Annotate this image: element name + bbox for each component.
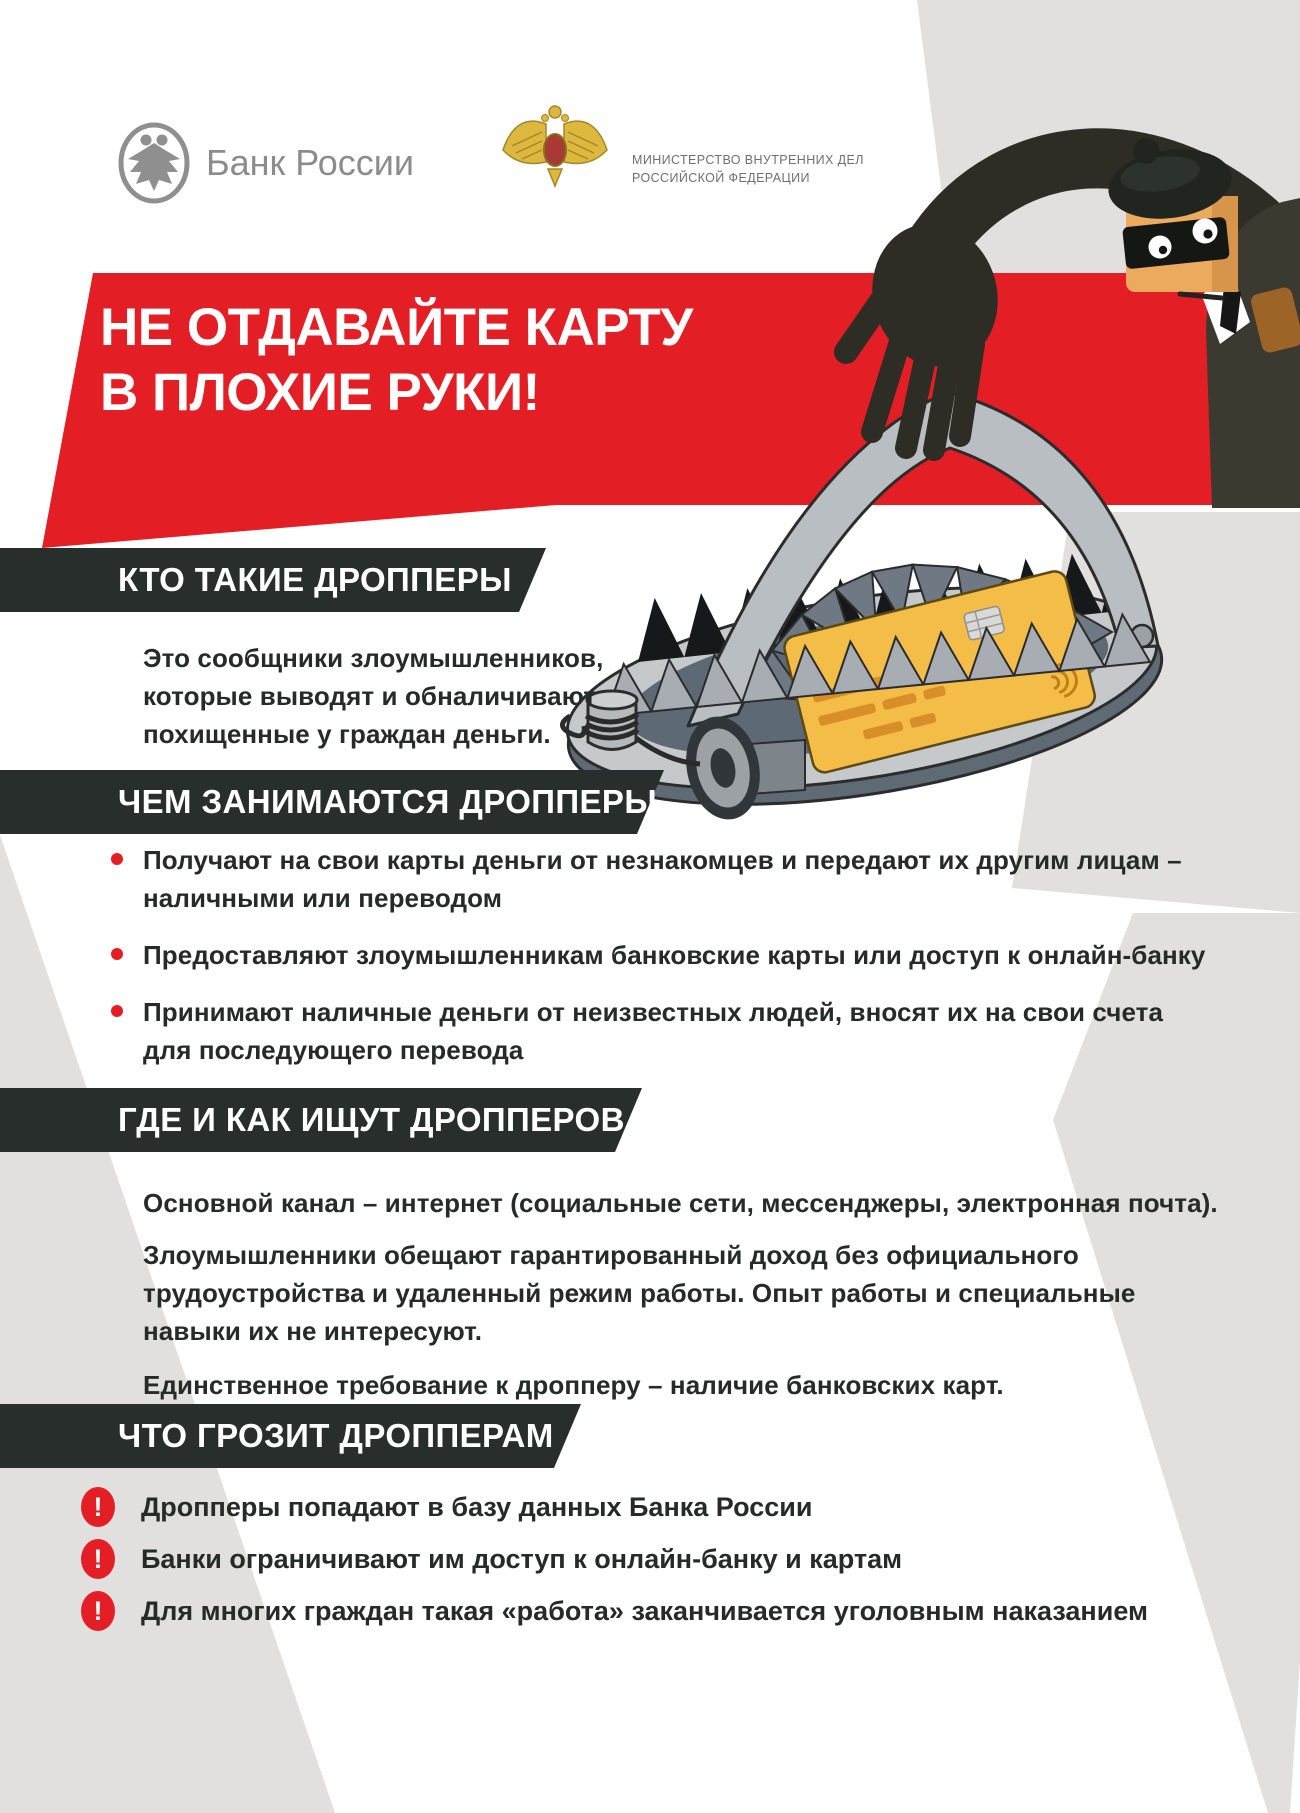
bullet-line: наличными или переводом <box>143 883 503 913</box>
section-title-where: ГДЕ И КАК ИЩУТ ДРОППЕРОВ <box>118 1101 625 1138</box>
who-text-line: похищенные у граждан деньги. <box>143 719 551 749</box>
bullet-dot <box>111 948 123 960</box>
bank-of-russia-wordmark: Банк России <box>206 142 414 183</box>
ministry-name-line1: МИНИСТЕРСТВО ВНУТРЕННИХ ДЕЛ <box>632 153 864 167</box>
warning-exclamation-icon: ! <box>81 1539 115 1579</box>
header-logos <box>0 0 1300 260</box>
where-text-line: Единственное требование к дропперу – наличие банковских карт. <box>143 1370 1004 1400</box>
who-text-line: которые выводят и обналичивают <box>143 681 597 711</box>
section-title-who: КТО ТАКИЕ ДРОППЕРЫ <box>118 561 512 598</box>
section-title-risks: ЧТО ГРОЗИТ ДРОППЕРАМ <box>118 1417 554 1454</box>
bullet-line: Принимают наличные деньги от неизвестных людей, вносят их на свои счета <box>143 997 1164 1027</box>
where-text-line: Основной канал – интернет (социальные сети, мессенджеры, электронная почта). <box>143 1188 1218 1218</box>
where-text-line: Злоумышленники обещают гарантированный доход без официального <box>143 1240 1079 1270</box>
risk-item: Банки ограничивают им доступ к онлайн-банку и картам <box>141 1544 903 1574</box>
ministry-name-line2: РОССИЙСКОЙ ФЕДЕРАЦИИ <box>632 171 810 185</box>
where-text-line: трудоустройства и удаленный режим работы. Опыт работы и специальные <box>143 1278 1136 1308</box>
bullet-line: Получают на свои карты деньги от незнакомцев и передают их другим лицам – <box>143 845 1182 875</box>
risk-item: Для многих граждан такая «работа» заканчивается уголовным наказанием <box>141 1596 1148 1626</box>
bullet-line: Предоставляют злоумышленникам банковские карты или доступ к онлайн-банку <box>143 940 1206 970</box>
bullet-dot <box>111 1005 123 1017</box>
section-title-what: ЧЕМ ЗАНИМАЮТСЯ ДРОППЕРЫ <box>118 783 658 820</box>
who-text-line: Это сообщники злоумышленников, <box>143 643 604 673</box>
mvd-emblem-icon <box>503 106 607 186</box>
headline-line1: НЕ ОТДАВАЙТЕ КАРТУ <box>100 298 693 357</box>
warning-exclamation-icon: ! <box>81 1591 115 1631</box>
bullet-dot <box>111 853 123 865</box>
where-text-line: навыки их не интересуют. <box>143 1316 483 1346</box>
risk-item: Дропперы попадают в базу данных Банка России <box>141 1492 813 1522</box>
headline-line2: В ПЛОХИЕ РУКИ! <box>100 363 540 422</box>
bullet-line: для последующего перевода <box>143 1035 524 1065</box>
bank-of-russia-eagle-icon <box>121 125 187 201</box>
warning-exclamation-icon: ! <box>81 1487 115 1527</box>
